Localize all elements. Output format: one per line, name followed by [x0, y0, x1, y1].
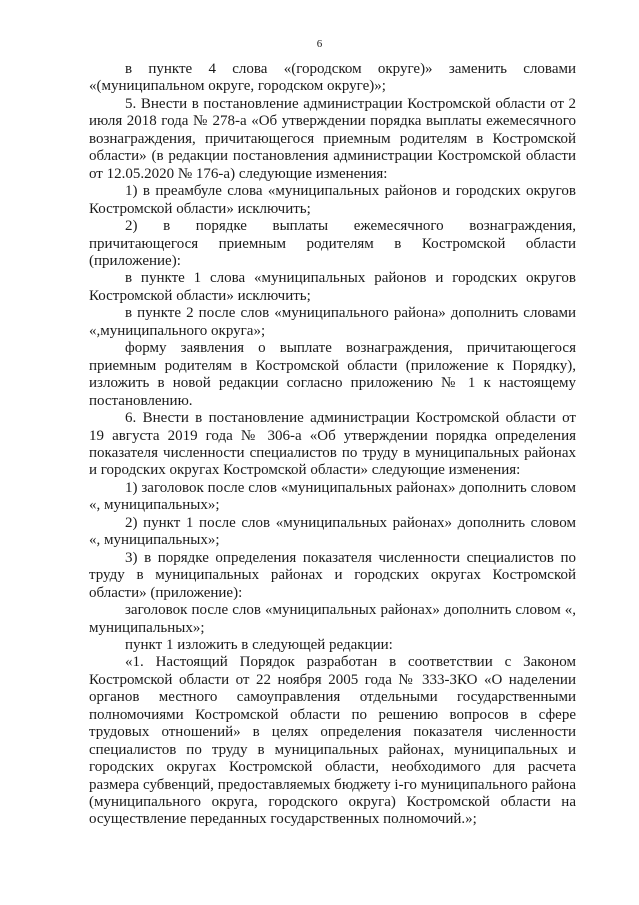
paragraph-6-1-title: 1) заголовок после слов «муниципальных районах» дополнить словом «, муниципальных»;: [89, 479, 576, 514]
document-body: [89, 61, 576, 829]
paragraph-5-2-procedure: 2) в порядке выплаты ежемесячного вознаграждения, причитающегося приемным родителям в Костромской области (приложение):: [89, 218, 576, 269]
paragraph-section-5: 5. Внести в постановление администрации Костромской области от 2 июля 2018 года № 278-а «Об утверждении порядка выплаты ежемесячного вознаграждения, причитающегося приемным родителям в Костромской области» (в редакции постановления администрации Костромской области от 12.05.2020 № 176-а) следующие изменения:: [89, 95, 576, 182]
page-number: 6: [316, 38, 323, 50]
paragraph-5-2-form: форму заявления о выплате вознаграждения, причитающегося приемным родителям в Костромской области (приложение к Порядку), изложить в новой редакции согласно приложению № 1 к настоящему постановлению.: [89, 340, 576, 409]
paragraph-6-3-procedure: 3) в порядке определения показателя численности специалистов по труду в муниципальных районах и городских округах Костромской области» (приложение):: [89, 549, 576, 601]
paragraph-6-2-item1: 2) пункт 1 после слов «муниципальных районах» дополнить словом «, муниципальных»;: [89, 514, 576, 549]
paragraph-5-2-item2: в пункте 2 после слов «муниципального района» дополнить словами «,муниципального округа»;: [89, 305, 576, 339]
paragraph-5-1-preamble: 1) в преамбуле слова «муниципальных районов и городских округов Костромской области» исключить;: [89, 183, 576, 217]
paragraph-6-3-title: заголовок после слов «муниципальных районах» дополнить словом «, муниципальных»;: [89, 602, 576, 636]
paragraph-section-6: 6. Внести в постановление администрации Костромской области от 19 августа 2019 года № 306-а «Об утверждении порядка определения показателя численности специалистов по труду в муниципальных районах и городских округах Костромской области» следующие изменения:: [89, 410, 576, 479]
paragraph-6-3-item1-text: «1. Настоящий Порядок разработан в соответствии с Законом Костромской области от 22 ноября 2005 года № 333-ЗКО «О наделении органов местного самоуправления отдельными государственными полномочиями Костромской области по решению вопросов в сфере трудовых отношений» в целях определения показателя численности специалистов по труду в муниципальных районах, муниципальных и городских округах Костромской области, необходимого для расчета размера субвенций, предоставляемых бюджету i-го муниципального района (муниципального округа, городского округа) Костромской области на осуществление переданных государственных полномочий.»;: [89, 654, 576, 828]
paragraph-item4-replacement: в пункте 4 слова «(городском округе)» заменить словами «(муниципальном округе, городском округе)»;: [89, 61, 576, 95]
paragraph-6-3-item1-intro: пункт 1 изложить в следующей редакции:: [125, 636, 393, 653]
paragraph-5-2-item1: в пункте 1 слова «муниципальных районов и городских округов Костромской области» исключить;: [89, 270, 576, 304]
